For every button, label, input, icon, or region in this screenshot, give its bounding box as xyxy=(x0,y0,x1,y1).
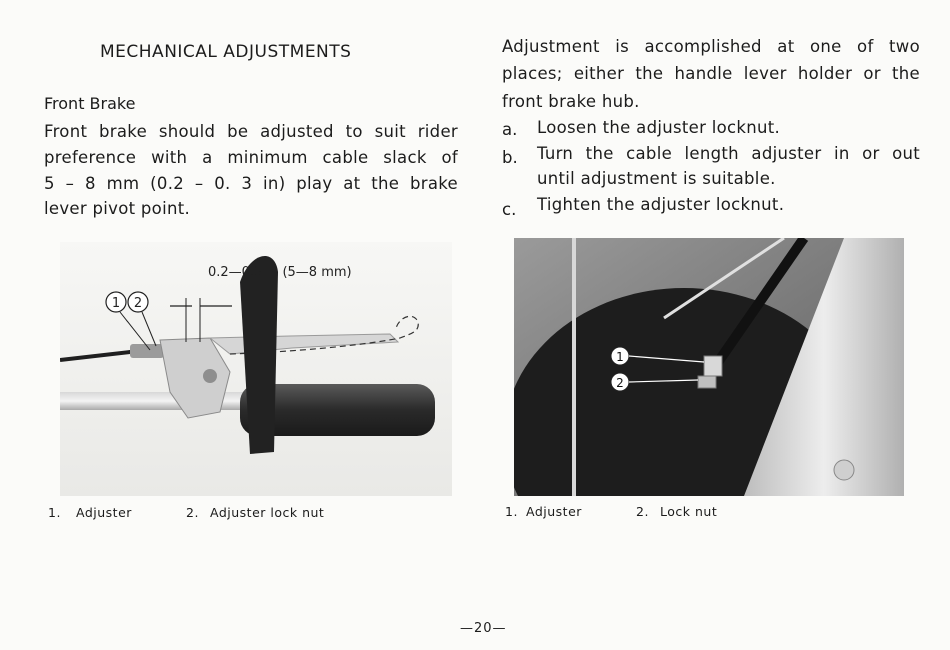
step-letter: c. xyxy=(502,200,517,219)
step-letter: a. xyxy=(502,120,518,139)
paragraph-line: Front brake should be adjusted to suit rider xyxy=(44,122,458,141)
brake-hub-photo xyxy=(514,238,904,496)
paragraph-line: places; either the handle lever holder or the xyxy=(502,64,920,83)
caption-number: 2. xyxy=(186,505,199,520)
paragraph-line: Adjustment is accomplished at one of two xyxy=(502,37,920,56)
caption-text: Adjuster xyxy=(526,504,582,519)
step-text: until adjustment is suitable. xyxy=(537,169,776,188)
callout-2-label: 2 xyxy=(616,376,624,390)
caption-number: 2. xyxy=(636,504,649,519)
page-number: —20— xyxy=(460,621,507,636)
caption-text: Adjuster xyxy=(76,505,132,520)
step-letter: b. xyxy=(502,148,518,167)
brake-lever-photo xyxy=(60,242,452,496)
step-text: Loosen the adjuster locknut. xyxy=(537,118,781,137)
caption-number: 1. xyxy=(505,504,518,519)
callout-2-label: 2 xyxy=(133,296,143,311)
adjuster xyxy=(704,356,722,376)
dimension-label: 0.2—0.3 in (5—8 mm) xyxy=(208,265,352,280)
caption-text: Lock nut xyxy=(660,504,718,519)
lever-pivot xyxy=(203,369,217,383)
callout-1-label: 1 xyxy=(111,296,121,311)
section-title: MECHANICAL ADJUSTMENTS xyxy=(100,42,352,62)
brake-lever-illustration xyxy=(60,242,452,496)
caption-number: 1. xyxy=(48,505,61,520)
paragraph-line: front brake hub. xyxy=(502,92,640,111)
step-text: Turn the cable length adjuster in or out xyxy=(537,144,920,163)
callout-1-label: 1 xyxy=(616,350,624,364)
caption-text: Adjuster lock nut xyxy=(210,505,325,520)
paragraph-line: 5 – 8 mm (0.2 – 0. 3 in) play at the brake xyxy=(44,174,458,193)
subsection-title: Front Brake xyxy=(44,94,136,113)
step-text: Tighten the adjuster locknut. xyxy=(537,195,785,214)
paragraph-line: preference with a minimum cable slack of xyxy=(44,148,458,167)
brake-hub-illustration xyxy=(514,238,904,496)
lock-nut xyxy=(698,376,716,388)
paragraph-line: lever pivot point. xyxy=(44,199,191,218)
